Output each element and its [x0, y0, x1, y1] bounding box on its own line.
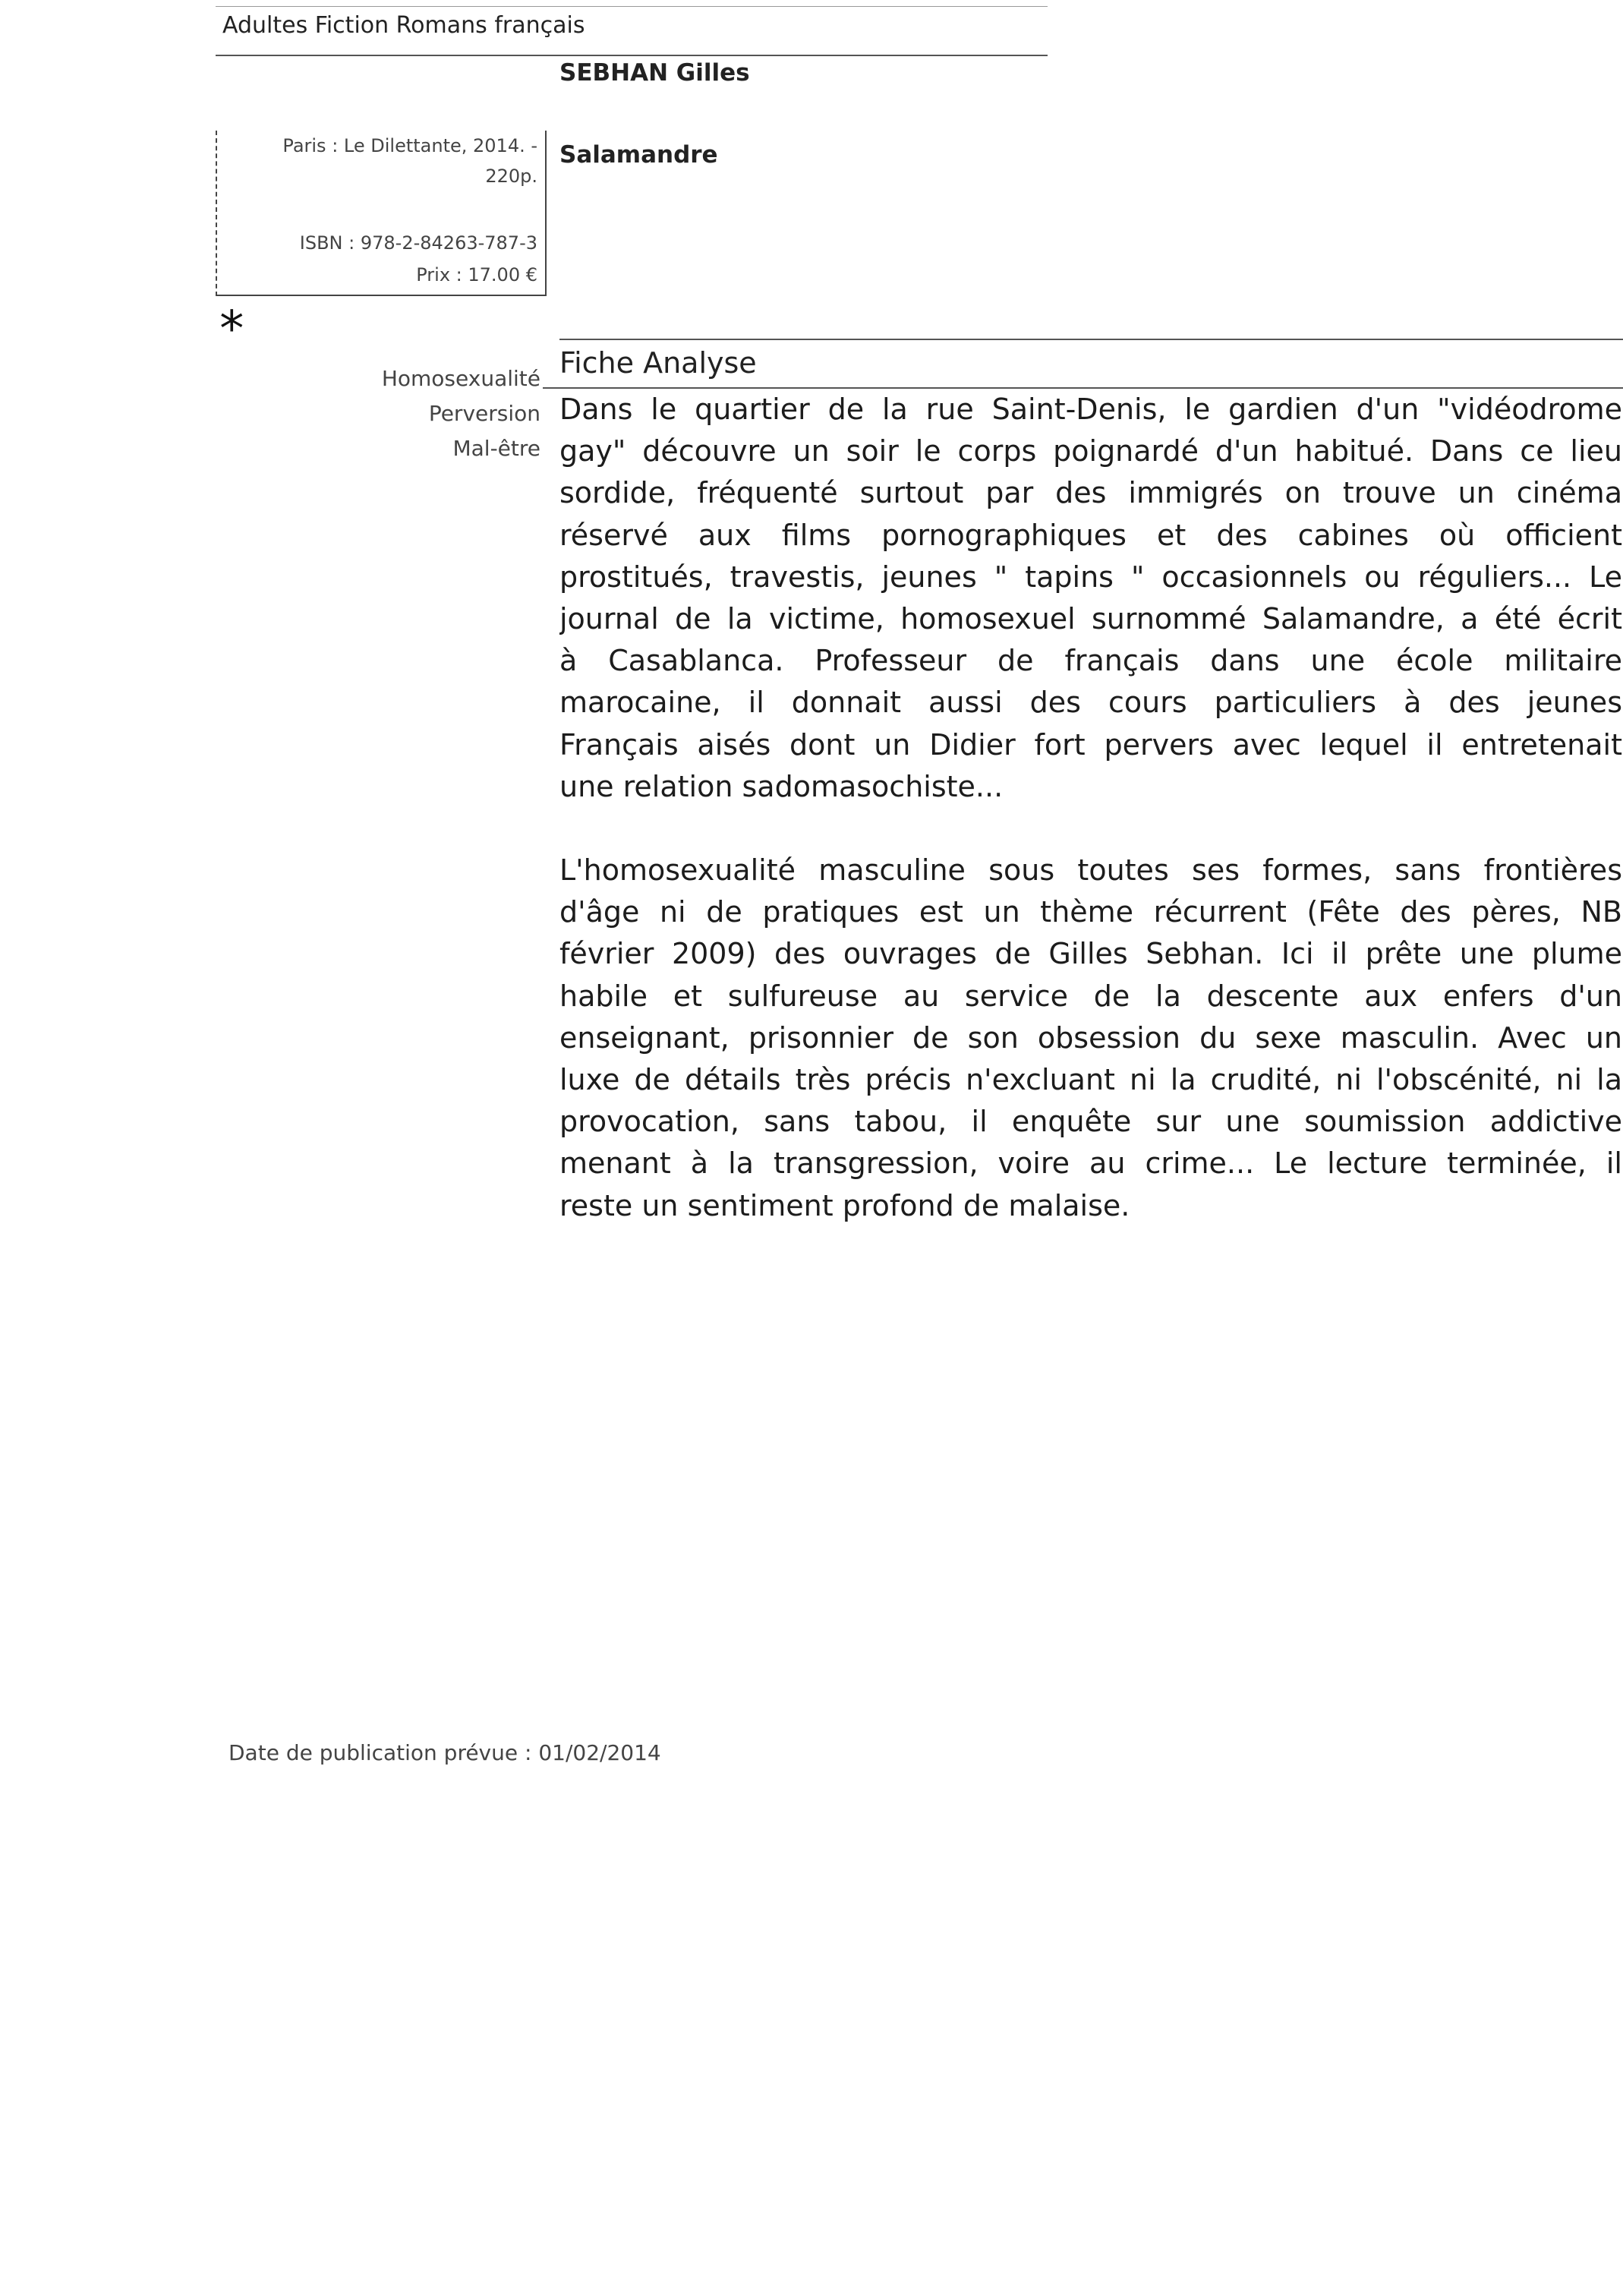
- analysis-line: reste un sentiment profond de malaise.: [559, 1188, 1130, 1222]
- analysis-line: provocation, sans tabou, il enquête sur une soumission addictive: [559, 1105, 1622, 1139]
- analysis-line: habile et sulfureuse au service de la descente aux enfers d'un: [559, 979, 1622, 1013]
- analysis-line: L'homosexualité masculine sous toutes ses formes, sans frontières: [559, 853, 1622, 888]
- analysis-line: sordide, fréquenté surtout par des immigrés on trouve un cinéma: [559, 476, 1622, 510]
- keyword-item: Mal-être: [452, 436, 540, 461]
- isbn-line: ISBN : 978-2-84263-787-3: [299, 232, 537, 254]
- analysis-line: prostitués, travestis, jeunes " tapins " occasionnels ou réguliers... Le: [559, 560, 1622, 594]
- analysis-line: marocaine, il donnait aussi des cours particuliers à des jeunes: [559, 686, 1622, 720]
- keyword-item: Homosexualité: [381, 366, 540, 391]
- publisher-line: Paris : Le Dilettante, 2014. -: [282, 135, 537, 156]
- author-name: SEBHAN Gilles: [559, 59, 750, 87]
- analysis-top-rule: [559, 339, 1623, 340]
- rating-star: *: [217, 301, 247, 358]
- paragraph-gap: [559, 808, 1622, 850]
- analysis-line: Dans le quartier de la rue Saint-Denis, le gardien d'un "vidéodrome: [559, 393, 1622, 426]
- book-title: Salamandre: [559, 141, 718, 169]
- analysis-line: une relation sadomasochiste...: [559, 769, 1004, 803]
- category-label: Adultes Fiction Romans français: [222, 12, 585, 39]
- analysis-line: luxe de détails très précis n'excluant ni la crudité, ni l'obscénité, ni la: [559, 1063, 1622, 1097]
- analysis-line: réservé aux films pornographiques et des cabines où officient: [559, 518, 1622, 552]
- top-rule: [216, 6, 1048, 7]
- analysis-line: à Casablanca. Professeur de français dans une école militaire: [559, 644, 1622, 678]
- analysis-text: [559, 389, 1622, 1227]
- analysis-line: février 2009) des ouvrages de Gilles Sebhan. Ici il prête une plume: [559, 937, 1622, 971]
- analysis-line: menant à la transgression, voire au crime... Le lecture terminée, il: [559, 1146, 1622, 1181]
- pages-count: 220p.: [485, 166, 537, 187]
- header-rule: [216, 55, 1048, 56]
- publication-date: Date de publication prévue : 01/02/2014: [228, 1740, 661, 1765]
- section-title: Fiche Analyse: [559, 346, 757, 380]
- keyword-list: [382, 361, 540, 466]
- analysis-line: journal de la victime, homosexuel surnommé Salamandre, a été écrit: [559, 602, 1622, 636]
- analysis-line: gay" découvre un soir le corps poignardé d'un habitué. Dans ce lieu: [559, 434, 1622, 468]
- analysis-line: Français aisés dont un Didier fort pervers avec lequel il entretenait: [559, 727, 1622, 762]
- analysis-line: d'âge ni de pratiques est un thème récurrent (Fête des pères, NB: [559, 895, 1622, 929]
- bibliographic-info-box: [216, 131, 547, 296]
- keyword-item: Perversion: [428, 401, 540, 426]
- price-line: Prix : 17.00 €: [416, 264, 537, 285]
- analysis-line: enseignant, prisonnier de son obsession du sexe masculin. Avec un: [559, 1020, 1622, 1055]
